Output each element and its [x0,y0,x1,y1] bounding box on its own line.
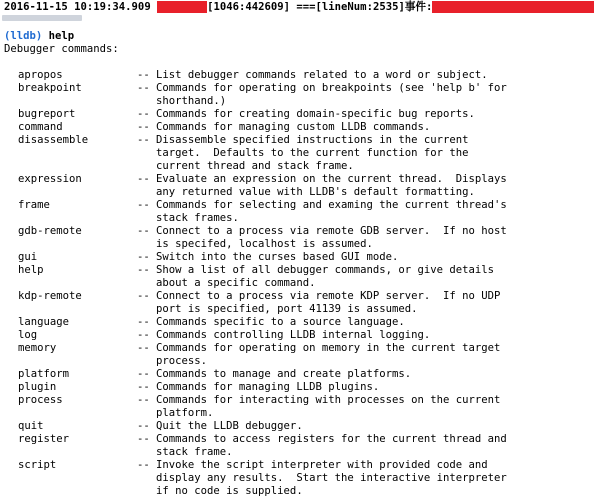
description-line: Switch into the curses based GUI mode. [156,251,399,263]
command-name: process [18,394,63,406]
command-separator: -- [137,199,150,211]
description-line: is specifed, localhost is assumed. [156,238,373,250]
command-row [18,316,608,329]
command-row [18,108,608,121]
command-name: script [18,459,57,471]
description-line: Commands for managing LLDB plugins. [156,381,380,393]
command-description [156,381,534,394]
command-separator: -- [137,316,150,328]
command-description [156,264,534,290]
description-line: Invoke the script interpreter with provided code and [156,459,488,471]
redaction-block [432,1,594,13]
command-name: expression [18,173,82,185]
command-description [156,108,534,121]
command-description [156,394,534,420]
description-line: Connect to a process via remote KDP server. If no UDP [156,290,501,302]
command-separator: -- [137,394,150,406]
command-name: gdb-remote [18,225,82,237]
command-list [18,69,608,498]
command-description [156,121,534,134]
command-row [18,251,608,264]
command-separator: -- [137,121,150,133]
description-line: Commands for interacting with processes on the current [156,394,501,406]
description-line: Commands for managing custom LLDB commands. [156,121,431,133]
command-separator: -- [137,173,150,185]
command-description [156,199,534,225]
description-line: Quit the LLDB debugger. [156,420,303,432]
redacted-text [2,15,82,21]
redaction-block [157,1,207,13]
command-description [156,290,534,316]
command-row [18,368,608,381]
command-name: platform [18,368,70,380]
description-line: Disassemble specified instructions in the current [156,134,469,146]
log-event: 事件: [404,1,433,13]
description-line: stack frame. [156,446,233,458]
description-line: any returned value with LLDB's default formatting. [156,186,475,198]
command-description [156,69,534,82]
command-separator: -- [137,342,150,354]
entered-command: help [48,30,75,42]
command-description [156,368,534,381]
command-separator: -- [137,264,150,276]
command-separator: -- [137,82,150,94]
command-row [18,173,608,199]
description-line: Commands controlling LLDB internal logging. [156,329,431,341]
log-line-number: ===[lineNum:2535] [296,1,405,13]
description-line: Commands to manage and create platforms. [156,368,412,380]
command-name: bugreport [18,108,76,120]
description-line: List debugger commands related to a word or subject. [156,69,488,81]
command-separator: -- [137,251,150,263]
command-row [18,459,608,498]
description-line: Show a list of all debugger commands, or give details [156,264,495,276]
description-line: display any results. Start the interactive interpreter [156,472,507,484]
command-description [156,342,534,368]
command-separator: -- [137,368,150,380]
description-line: target. Defaults to the current function for the [156,147,469,159]
command-separator: -- [137,381,150,393]
command-row [18,342,608,368]
description-line: shorthand.) [156,95,227,107]
command-separator: -- [137,290,150,302]
command-name: plugin [18,381,57,393]
command-separator: -- [137,420,150,432]
description-line: Commands for operating on breakpoints (see 'help b' for [156,82,507,94]
command-row [18,225,608,251]
command-name: breakpoint [18,82,82,94]
command-name: gui [18,251,38,263]
log-thread: [1046:442609] [207,1,291,13]
command-row [18,329,608,342]
command-separator: -- [137,329,150,341]
description-line: Commands specific to a source language. [156,316,405,328]
command-name: disassemble [18,134,89,146]
description-line: Commands for operating on memory in the current target [156,342,501,354]
command-description [156,433,534,459]
command-row [18,69,608,82]
description-line: current thread and stack frame. [156,160,354,172]
description-line: platform. [156,407,214,419]
command-description [156,134,534,173]
command-row [18,134,608,173]
command-separator: -- [137,459,150,471]
log-line [4,1,594,14]
description-line: Commands for selecting and examing the current thread's [156,199,507,211]
command-separator: -- [137,225,150,237]
description-line: stack frames. [156,212,239,224]
command-name: quit [18,420,44,432]
command-separator: -- [137,433,150,445]
description-line: Evaluate an expression on the current thread. Displays [156,173,507,185]
command-separator: -- [137,108,150,120]
description-line: port is specified, port 41139 is assumed. [156,303,418,315]
help-heading: Debugger commands: [4,43,119,55]
prompt-line [4,30,74,43]
description-line: about a specific command. [156,277,316,289]
command-name: command [18,121,63,133]
command-name: memory [18,342,57,354]
command-name: help [18,264,44,276]
command-description [156,82,534,108]
command-row [18,381,608,394]
command-description [156,329,534,342]
command-description [156,459,534,498]
command-description [156,251,534,264]
description-line: process. [156,355,208,367]
command-name: kdp-remote [18,290,82,302]
command-name: frame [18,199,50,211]
command-description [156,316,534,329]
command-row [18,290,608,316]
command-separator: -- [137,134,150,146]
description-line: Connect to a process via remote GDB server. If no host [156,225,507,237]
command-row [18,394,608,420]
command-name: register [18,433,70,445]
command-row [18,82,608,108]
command-description [156,420,534,433]
command-row [18,420,608,433]
lldb-prompt: (lldb) [4,30,43,42]
description-line: if no code is supplied. [156,485,303,497]
command-description [156,173,534,199]
command-name: log [18,329,38,341]
command-description [156,225,534,251]
command-row [18,121,608,134]
command-separator: -- [137,69,150,81]
command-name: language [18,316,70,328]
command-row [18,199,608,225]
command-row [18,264,608,290]
command-name: apropos [18,69,63,81]
log-timestamp: 2016-11-15 10:19:34.909 [4,1,151,13]
description-line: Commands to access registers for the current thread and [156,433,507,445]
command-row [18,433,608,459]
description-line: Commands for creating domain-specific bug reports. [156,108,475,120]
